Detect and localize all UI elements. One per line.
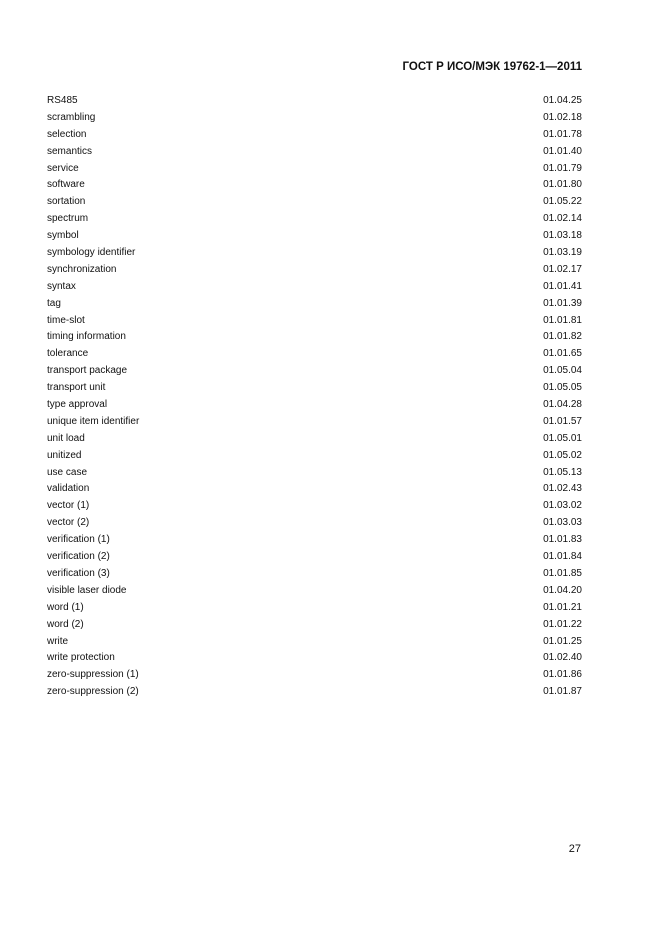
- entry-term: zero-suppression (1): [47, 669, 139, 681]
- entry-term: symbol: [47, 230, 79, 242]
- entry-code: 01.01.84: [543, 551, 582, 563]
- entry-term: word (1): [47, 601, 84, 613]
- entry-code: 01.05.13: [543, 466, 582, 478]
- entry-code: 01.05.05: [543, 382, 582, 394]
- index-entry: [47, 414, 582, 431]
- index-entry: [47, 448, 582, 465]
- entry-code: 01.01.41: [543, 280, 582, 292]
- index-entry: [47, 549, 582, 566]
- index-entry: [47, 194, 582, 211]
- entry-term: symbology identifier: [47, 247, 136, 259]
- entry-code: 01.02.18: [543, 111, 582, 123]
- document-header: ГОСТ Р ИСО/МЭК 19762-1—2011: [402, 61, 582, 73]
- entry-code: 01.02.40: [543, 652, 582, 664]
- entry-term: write: [47, 635, 69, 647]
- entry-term: transport package: [47, 365, 128, 377]
- entry-term: word (2): [47, 618, 84, 630]
- entry-code: 01.01.39: [543, 297, 582, 309]
- entry-term: timing information: [47, 331, 126, 343]
- index-entry: [47, 346, 582, 363]
- index-entry: [47, 498, 582, 515]
- index-entry: [47, 667, 582, 684]
- entry-code: 01.01.82: [543, 331, 582, 343]
- entry-term: synchronization: [47, 263, 117, 275]
- entry-code: 01.01.81: [543, 314, 582, 326]
- entry-code: 01.01.86: [543, 669, 582, 681]
- index-entry: [47, 380, 582, 397]
- entry-term: unitized: [47, 449, 82, 461]
- entry-term: vector (1): [47, 500, 90, 512]
- entry-term: verification (1): [47, 534, 110, 546]
- index-entry: [47, 634, 582, 651]
- entry-code: 01.02.43: [543, 483, 582, 495]
- entry-code: 01.03.03: [543, 517, 582, 529]
- index-entry: [47, 262, 582, 279]
- index-entry: [47, 431, 582, 448]
- index-entry: [47, 144, 582, 161]
- index-entry: [47, 465, 582, 482]
- entry-code: 01.04.28: [543, 399, 582, 411]
- entry-code: 01.01.87: [543, 686, 582, 698]
- entry-code: 01.05.04: [543, 365, 582, 377]
- index-entry: [47, 329, 582, 346]
- entry-term: service: [47, 162, 79, 174]
- entry-code: 01.01.57: [543, 415, 582, 427]
- entry-term: syntax: [47, 280, 76, 292]
- index-entry: [47, 313, 582, 330]
- entry-term: software: [47, 179, 85, 191]
- entry-code: 01.03.18: [543, 230, 582, 242]
- index-entry: [47, 245, 582, 262]
- index-entry: [47, 532, 582, 549]
- entry-term: sortation: [47, 196, 86, 208]
- index-entry: [47, 515, 582, 532]
- page-number: 27: [568, 843, 581, 855]
- index-list: [47, 93, 582, 701]
- index-entry: [47, 177, 582, 194]
- index-entry: [47, 127, 582, 144]
- index-entry: [47, 397, 582, 414]
- entry-code: 01.01.40: [543, 145, 582, 157]
- entry-code: 01.01.65: [543, 348, 582, 360]
- entry-code: 01.05.01: [543, 432, 582, 444]
- entry-term: validation: [47, 483, 90, 495]
- index-entry: [47, 211, 582, 228]
- entry-code: 01.01.80: [543, 179, 582, 191]
- entry-term: tolerance: [47, 348, 89, 360]
- entry-code: 01.01.85: [543, 567, 582, 579]
- entry-term: type approval: [47, 399, 108, 411]
- entry-code: 01.01.78: [543, 128, 582, 140]
- entry-term: tag: [47, 297, 61, 309]
- entry-term: zero-suppression (2): [47, 686, 139, 698]
- index-entry: [47, 650, 582, 667]
- index-entry: [47, 684, 582, 701]
- index-entry: [47, 617, 582, 634]
- index-entry: [47, 583, 582, 600]
- entry-term: selection: [47, 128, 87, 140]
- entry-term: unique item identifier: [47, 415, 140, 427]
- entry-term: unit load: [47, 432, 85, 444]
- entry-code: 01.02.14: [543, 213, 582, 225]
- entry-code: 01.03.02: [543, 500, 582, 512]
- entry-code: 01.03.19: [543, 247, 582, 259]
- index-entry: [47, 228, 582, 245]
- index-entry: [47, 363, 582, 380]
- index-entry: [47, 279, 582, 296]
- index-entry: [47, 93, 582, 110]
- entry-term: vector (2): [47, 517, 90, 529]
- entry-term: verification (2): [47, 551, 110, 563]
- entry-code: 01.05.02: [543, 449, 582, 461]
- index-entry: [47, 110, 582, 127]
- entry-code: 01.01.79: [543, 162, 582, 174]
- entry-term: spectrum: [47, 213, 89, 225]
- entry-term: semantics: [47, 145, 93, 157]
- entry-code: 01.05.22: [543, 196, 582, 208]
- entry-code: 01.04.20: [543, 584, 582, 596]
- entry-term: RS485: [47, 95, 78, 106]
- entry-term: use case: [47, 466, 88, 478]
- entry-term: write protection: [47, 652, 115, 664]
- entry-term: verification (3): [47, 567, 110, 579]
- entry-term: time-slot: [47, 314, 85, 326]
- index-entry: [47, 481, 582, 498]
- entry-code: 01.01.83: [543, 534, 582, 546]
- entry-term: transport unit: [47, 382, 106, 394]
- entry-code: 01.04.25: [543, 95, 582, 106]
- index-entry: [47, 600, 582, 617]
- entry-code: 01.01.21: [543, 601, 582, 613]
- entry-term: visible laser diode: [47, 584, 127, 596]
- entry-code: 01.02.17: [543, 263, 582, 275]
- entry-code: 01.01.25: [543, 635, 582, 647]
- index-entry: [47, 161, 582, 178]
- entry-term: scrambling: [47, 111, 96, 123]
- entry-code: 01.01.22: [543, 618, 582, 630]
- index-entry: [47, 296, 582, 313]
- index-entry: [47, 566, 582, 583]
